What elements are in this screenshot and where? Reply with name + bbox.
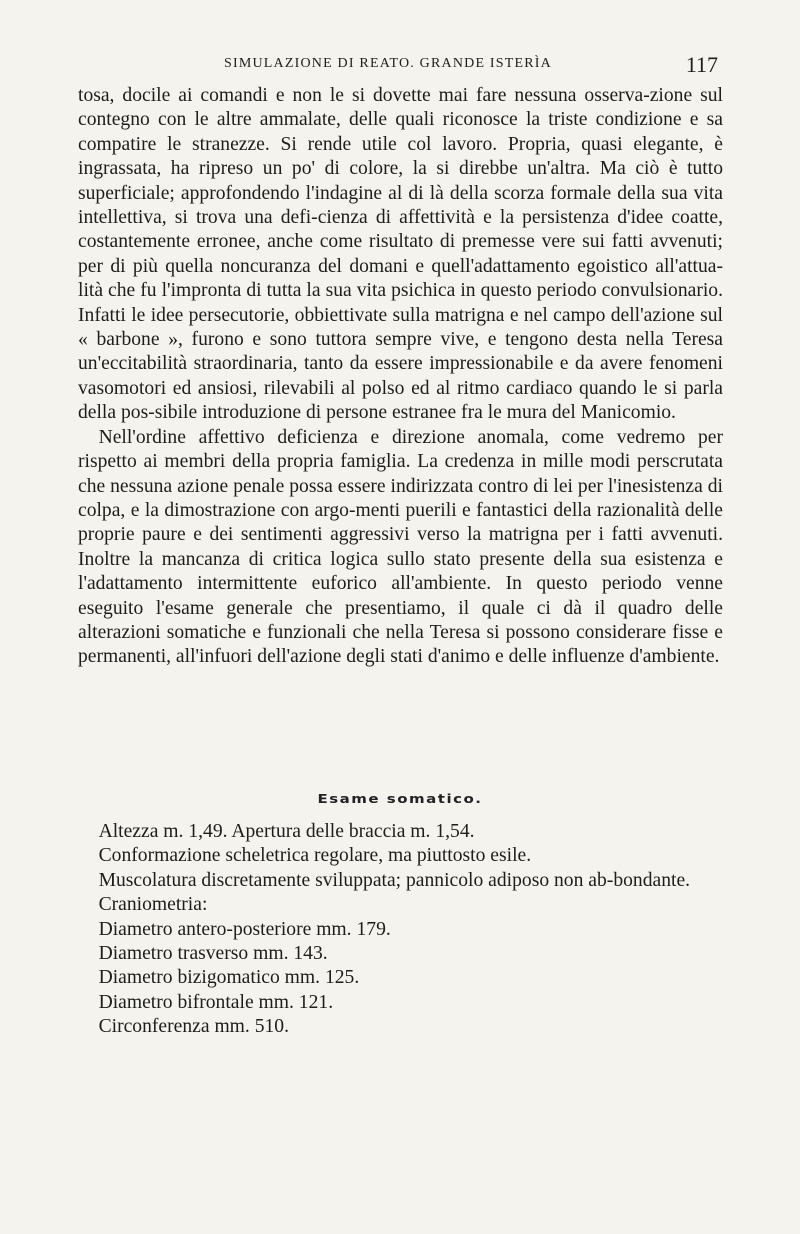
exam-line: Circonferenza mm. 510. xyxy=(98,1016,290,1038)
paragraph: tosa, docile ai comandi e non le si dovette mai fare nessuna osserva-zione sul contegno con le altre ammalate, delle quali riconosce la triste condizione e sa compatire le stranezze. Si rende utile col lavoro. Propria, quasi elegante, è ingrassata, ha ripreso un po' di colore, la si direbbe un'altra. Ma ciò è tutto superficiale; approfondendo l'indagine al di là della scorza formale della sua vita intellettiva, si trova una defi-cienza di affettività e la persistenza d'idee coatte, costantemente erronee, anche come risultato di premesse vere sui fatti avvenuti; per di più quella noncuranza del domani e quell'adattamento egoistico all'attua-lità che fu l'impronta di tutta la sua vita psichica in questo periodo convulsionario. Infatti le idee persecutorie, obbiettivate sulla matrigna e nel campo dell'azione sul « barbone », furono e sono tuttora sempre vive, e tengono desta nella Teresa un'eccitabilità straordinaria, tanto da essere impressionabile e da avere fenomeni vasomotori ed ansiosi, rilevabili al polso ed al ritmo cardiaco quando le si parla della pos-sibile introduzione di persone estranee fra le mura del Manicomio. xyxy=(78,85,723,424)
running-head xyxy=(78,52,720,76)
section-heading xyxy=(0,790,800,808)
exam-line: Altezza m. 1,49. Apertura delle braccia m. 1,54. xyxy=(98,821,475,842)
section-heading-text: Esame somatico. xyxy=(317,791,483,807)
paragraph: Nell'ordine affettivo deficienza e direzione anomala, come vedremo per rispetto ai membri della propria famiglia. La credenza in mille modi perscrutata che nessuna azione penale possa essere indirizzata contro di lei per l'inesistenza di colpa, e la dimostrazione con argo-menti puerili e fantastici della razionalità delle proprie paure e dei sentimenti aggressivi verso la matrigna per i fatti avvenuti. Inoltre la mancanza di critica logica sullo stato presente della sua esistenza e l'adattamento intermittente euforico all'ambiente. In questo periodo venne eseguito l'esame generale che presentiamo, il quale ci dà il quadro delle alterazioni somatiche e funzionali che nella Teresa si possono considerare fisse e permanenti, all'infuori dell'azione degli stati d'animo e delle influenze d'ambiente. xyxy=(78,426,723,668)
exam-findings xyxy=(78,820,723,1040)
exam-line: Diametro bizigomatico mm. 125. xyxy=(98,967,360,989)
exam-line: Conformazione scheletrica regolare, ma piuttosto esile. xyxy=(98,845,532,867)
exam-line: Diametro trasverso mm. 143. xyxy=(98,943,328,965)
exam-line: Craniometria: xyxy=(98,894,208,916)
body-text xyxy=(78,84,723,670)
exam-line: Diametro antero-posteriore mm. 179. xyxy=(98,918,391,940)
exam-line: Diametro bifrontale mm. 121. xyxy=(98,991,334,1013)
running-title: SIMULAZIONE DI REATO. GRANDE ISTERÌA xyxy=(224,56,552,71)
exam-line: Muscolatura discretamente sviluppata; pannicolo adiposo non ab-bondante. xyxy=(98,869,691,891)
page-number: 117 xyxy=(685,52,718,77)
